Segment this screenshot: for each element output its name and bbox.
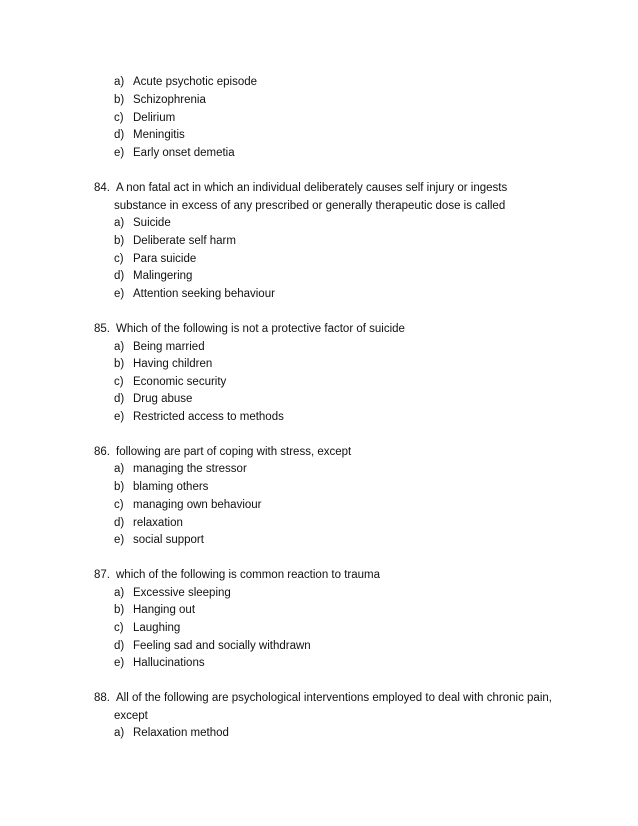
option-d [114, 126, 185, 144]
option-c [114, 109, 175, 127]
option-letter: d) [114, 129, 125, 141]
option-text: Meningitis [133, 129, 185, 141]
option-text: Hallucinations [133, 657, 205, 669]
option-d [114, 514, 183, 532]
option-letter: b) [114, 604, 125, 616]
option-a [114, 214, 171, 232]
question-number: 85. [94, 323, 110, 335]
option-a [114, 73, 257, 91]
option-b [114, 478, 208, 496]
option-letter: b) [114, 481, 125, 493]
option-letter: a) [114, 341, 125, 353]
option-letter: d) [114, 517, 125, 529]
option-letter: a) [114, 727, 125, 739]
question-number: 87. [94, 569, 110, 581]
question-number: 84. [94, 182, 110, 194]
option-b [114, 91, 206, 109]
option-b [114, 232, 236, 250]
option-letter: d) [114, 270, 125, 282]
option-text: social support [133, 534, 204, 546]
option-letter: e) [114, 411, 125, 423]
option-e [114, 144, 235, 162]
option-d [114, 637, 311, 655]
option-text: Hanging out [133, 604, 196, 616]
option-letter: b) [114, 94, 125, 106]
question-text-continued: substance in excess of any prescribed or generally therapeutic dose is called [114, 200, 506, 212]
option-a [114, 338, 205, 356]
question-stem [94, 179, 507, 197]
option-letter: a) [114, 463, 125, 475]
question-text-continued: except [114, 710, 148, 722]
option-letter: c) [114, 112, 124, 124]
question-text: which of the following is common reaction to trauma [116, 569, 380, 581]
option-c [114, 250, 196, 268]
option-text: Feeling sad and socially withdrawn [133, 640, 311, 652]
option-d [114, 390, 192, 408]
option-text: Malingering [133, 270, 193, 282]
option-c [114, 373, 226, 391]
option-text: managing own behaviour [133, 499, 262, 511]
question-stem [94, 689, 552, 707]
option-text: Para suicide [133, 253, 197, 265]
question-number: 88. [94, 692, 110, 704]
option-letter: d) [114, 640, 125, 652]
option-letter: e) [114, 288, 125, 300]
option-letter: e) [114, 534, 125, 546]
option-letter: b) [114, 235, 125, 247]
option-b [114, 355, 212, 373]
option-text: Economic security [133, 376, 227, 388]
option-c [114, 496, 262, 514]
option-text: Having children [133, 358, 213, 370]
option-text: Acute psychotic episode [133, 76, 258, 88]
option-a [114, 460, 247, 478]
question-text: following are part of coping with stress, except [116, 446, 352, 458]
option-text: Deliberate self harm [133, 235, 236, 247]
option-text: Excessive sleeping [133, 587, 231, 599]
option-letter: a) [114, 587, 125, 599]
option-text: Being married [133, 341, 205, 353]
option-a [114, 584, 231, 602]
option-letter: e) [114, 147, 125, 159]
option-text: Relaxation method [133, 727, 229, 739]
option-d [114, 267, 192, 285]
option-text: blaming others [133, 481, 209, 493]
option-letter: b) [114, 358, 125, 370]
option-letter: d) [114, 393, 125, 405]
option-text: Laughing [133, 622, 181, 634]
question-text: Which of the following is not a protective factor of suicide [116, 323, 405, 335]
option-letter: c) [114, 376, 124, 388]
option-c [114, 619, 180, 637]
question-stem [94, 443, 351, 461]
option-text: Attention seeking behaviour [133, 288, 275, 300]
option-e [114, 654, 205, 672]
option-letter: c) [114, 499, 124, 511]
option-e [114, 285, 275, 303]
question-text: A non fatal act in which an individual deliberately causes self injury or ingests [116, 182, 508, 194]
option-letter: a) [114, 217, 125, 229]
option-letter: c) [114, 253, 124, 265]
option-letter: e) [114, 657, 125, 669]
question-stem [94, 320, 405, 338]
option-a [114, 724, 229, 742]
option-text: Schizophrenia [133, 94, 206, 106]
question-text: All of the following are psychological interventions employed to deal with chronic pain, [116, 692, 552, 704]
option-text: Early onset demetia [133, 147, 235, 159]
option-text: Suicide [133, 217, 171, 229]
option-e [114, 408, 284, 426]
option-text: managing the stressor [133, 463, 247, 475]
option-text: relaxation [133, 517, 183, 529]
option-text: Restricted access to methods [133, 411, 284, 423]
question-stem [94, 566, 380, 584]
option-text: Drug abuse [133, 393, 193, 405]
option-letter: c) [114, 622, 124, 634]
option-text: Delirium [133, 112, 176, 124]
option-b [114, 601, 195, 619]
option-e [114, 531, 204, 549]
question-number: 86. [94, 446, 110, 458]
option-letter: a) [114, 76, 125, 88]
